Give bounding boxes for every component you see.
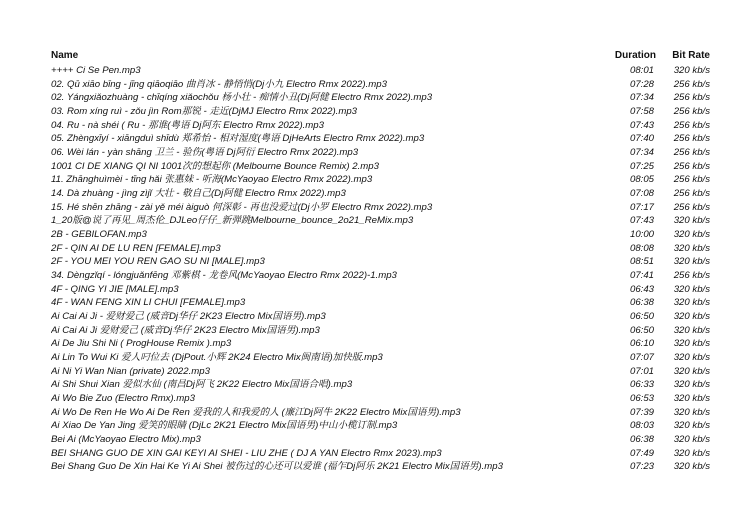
duration-cell: 06:43	[629, 283, 654, 295]
file-name-cell: 03. Rom xíng ruì - zǒu jìn Rom那锐 - 走近(DjMJ Electro Rmx 2022).mp3	[51, 106, 358, 118]
duration-cell: 07:41	[629, 270, 654, 282]
table-row[interactable]	[0, 242, 750, 256]
bitrate-cell: 256 kb/s	[673, 188, 710, 200]
file-name-cell: 1_20版@说了再见_周杰伦_DJLeo仔仔_新弹跳Melbourne_bounce_2o21_ReMix.mp3	[51, 215, 414, 227]
bitrate-cell: 256 kb/s	[673, 270, 710, 282]
table-row[interactable]	[0, 269, 750, 283]
duration-column-header[interactable]: Duration	[614, 50, 656, 61]
file-name-cell: Bei Shang Guo De Xin Hai Ke Yi Ai Shei 被伤过的心还可以爱谁 (福乍Dj阿乐 2K21 Electro Mix国语男).mp3	[51, 461, 503, 473]
file-name-cell: 02. Yángxiǎozhuàng - chīqíng xiǎochǒu 杨小壮 - 痴情小丑(Dj阿健 Electro Rmx 2022).mp3	[51, 92, 433, 104]
file-name-cell: 04. Ru - nà shéi ( Ru - 那谁(粤语 Dj阿东 Electro Rmx 2022).mp3	[51, 119, 324, 131]
table-row[interactable]	[0, 105, 750, 119]
table-row[interactable]	[0, 187, 750, 201]
duration-cell: 07:40	[629, 133, 654, 145]
name-column-header[interactable]: Name	[51, 50, 79, 61]
bitrate-cell: 320 kb/s	[673, 461, 710, 473]
duration-cell: 06:38	[629, 434, 654, 446]
bitrate-cell: 320 kb/s	[673, 447, 710, 459]
duration-cell: 07:28	[629, 78, 654, 90]
file-name-cell: Ai Wo Bie Zuo (Electro Rmx).mp3	[51, 393, 195, 405]
table-row[interactable]	[0, 406, 750, 420]
bitrate-cell: 320 kb/s	[673, 338, 710, 350]
file-name-cell: 2F - YOU MEI YOU REN GAO SU NI [MALE].mp3	[51, 256, 265, 268]
duration-cell: 06:10	[629, 338, 654, 350]
bitrate-cell: 320 kb/s	[673, 434, 710, 446]
duration-cell: 07:23	[629, 461, 654, 473]
file-name-cell: 11. Zhānghuìmèi - tīng hǎi 张惠妹 - 听海(McYaoyao Electro Rmx 2022).mp3	[51, 174, 373, 186]
table-row[interactable]	[0, 214, 750, 228]
bitrate-cell: 320 kb/s	[673, 352, 710, 364]
file-name-cell: Ai Wo De Ren He Wo Ai De Ren 爱我的人和我爱的人 (廉江Dj阿牛 2K22 Electro Mix国语男).mp3	[51, 406, 461, 418]
table-row[interactable]	[0, 460, 750, 474]
duration-cell: 07:43	[629, 119, 654, 131]
bitrate-cell: 320 kb/s	[673, 365, 710, 377]
bitrate-cell: 256 kb/s	[673, 78, 710, 90]
table-row[interactable]	[0, 310, 750, 324]
file-name-cell: 2F - QIN AI DE LU REN [FEMALE].mp3	[51, 242, 221, 254]
table-row[interactable]	[0, 160, 750, 174]
file-name-cell: Ai Cai Ai Ji - 爱财爱己 (威音Dj华仔 2K23 Electro Mix国语男).mp3	[51, 311, 326, 323]
file-name-cell: Ai Xiao De Yan Jing 爱笑的眼睛 (DjLc 2K21 Electro Mix国语男)中山小榄订制.mp3	[51, 420, 398, 432]
bitrate-cell: 320 kb/s	[673, 242, 710, 254]
duration-cell: 07:34	[629, 92, 654, 104]
file-name-cell: 06. Wèi lán - yàn shāng 卫兰 - 验伤(粤语 Dj阿衍 Electro Rmx 2022).mp3	[51, 147, 359, 159]
bitrate-cell: 256 kb/s	[673, 106, 710, 118]
table-row[interactable]	[0, 78, 750, 92]
bitrate-column-header[interactable]: Bit Rate	[672, 50, 710, 61]
file-name-cell: Ai Shi Shui Xian 爱似水仙 (南昌Dj阿飞 2K22 Electro Mix国语合唱).mp3	[51, 379, 353, 391]
duration-cell: 06:50	[629, 324, 654, 336]
bitrate-cell: 320 kb/s	[673, 256, 710, 268]
file-name-cell: BEI SHANG GUO DE XIN GAI KEYI AI SHEI - LIU ZHE ( DJ A YAN Electro Rmx 2023).mp3	[51, 447, 442, 459]
duration-cell: 08:05	[629, 174, 654, 186]
table-row[interactable]	[0, 255, 750, 269]
bitrate-cell: 320 kb/s	[673, 215, 710, 227]
duration-cell: 06:33	[629, 379, 654, 391]
table-row[interactable]	[0, 91, 750, 105]
table-row[interactable]	[0, 378, 750, 392]
file-name-cell: 15. Hé shēn zhāng - zài yě méi àiguò 何深彰 - 再也没爱过(Dj小罗 Electro Rmx 2022).mp3	[51, 201, 433, 213]
file-name-cell: 02. Qū xiāo bīng - jīng qiāoqiāo 曲肖冰 - 静悄悄(Dj小九 Electro Rmx 2022).mp3	[51, 78, 387, 90]
file-name-cell: Ai Lin To Wui Ki 爱人叼位去 (DjPout.小辉 2K24 Electro Mix闽南语)加快版.mp3	[51, 352, 383, 364]
duration-cell: 07:07	[629, 352, 654, 364]
file-name-cell: Bei Ai (McYaoyao Electro Mix).mp3	[51, 434, 201, 446]
duration-cell: 08:03	[629, 420, 654, 432]
table-row[interactable]	[0, 392, 750, 406]
table-row[interactable]	[0, 119, 750, 133]
table-header	[0, 49, 750, 65]
table-row[interactable]	[0, 173, 750, 187]
file-name-cell: 05. Zhèngxīyí - xiāngduì shīdù 郑希怡 - 相对湿度(粤语 DjHeArts Electro Rmx 2022).mp3	[51, 133, 425, 145]
table-row[interactable]	[0, 365, 750, 379]
duration-cell: 10:00	[629, 229, 654, 241]
bitrate-cell: 256 kb/s	[673, 174, 710, 186]
table-row[interactable]	[0, 447, 750, 461]
table-row[interactable]	[0, 132, 750, 146]
duration-cell: 07:25	[629, 160, 654, 172]
bitrate-cell: 320 kb/s	[673, 420, 710, 432]
file-name-cell: 4F - WAN FENG XIN LI CHUI [FEMALE].mp3	[51, 297, 246, 309]
table-row[interactable]	[0, 337, 750, 351]
table-row[interactable]	[0, 228, 750, 242]
duration-cell: 06:50	[629, 311, 654, 323]
file-name-cell: ++++ Ci Se Pen.mp3	[51, 65, 141, 76]
file-name-cell: 34. Dèngzǐqí - lóngjuǎnfēng 邓紫棋 - 龙卷风(McYaoyao Electro Rmx 2022)-1.mp3	[51, 270, 397, 282]
table-row[interactable]	[0, 201, 750, 215]
bitrate-cell: 320 kb/s	[673, 229, 710, 241]
bitrate-cell: 256 kb/s	[673, 133, 710, 145]
duration-cell: 07:01	[629, 365, 654, 377]
bitrate-cell: 320 kb/s	[673, 393, 710, 405]
bitrate-cell: 256 kb/s	[673, 119, 710, 131]
table-row[interactable]	[0, 419, 750, 433]
duration-cell: 07:34	[629, 147, 654, 159]
bitrate-cell: 256 kb/s	[673, 160, 710, 172]
table-row[interactable]	[0, 283, 750, 297]
bitrate-cell: 320 kb/s	[673, 406, 710, 418]
duration-cell: 07:39	[629, 406, 654, 418]
table-row[interactable]	[0, 296, 750, 310]
duration-cell: 08:01	[629, 65, 654, 76]
file-name-cell: 1001 CI DE XIANG QI NI 1001次的想起你 (Melbourne Bounce Remix) 2.mp3	[51, 160, 379, 172]
table-row[interactable]	[0, 433, 750, 447]
duration-cell: 07:17	[629, 201, 654, 213]
duration-cell: 07:43	[629, 215, 654, 227]
duration-cell: 08:08	[629, 242, 654, 254]
table-row[interactable]	[0, 351, 750, 365]
duration-cell: 06:53	[629, 393, 654, 405]
bitrate-cell: 320 kb/s	[673, 324, 710, 336]
duration-cell: 07:58	[629, 106, 654, 118]
file-name-cell: 2B - GEBILOFAN.mp3	[51, 229, 147, 241]
bitrate-cell: 320 kb/s	[673, 311, 710, 323]
bitrate-cell: 320 kb/s	[673, 297, 710, 309]
duration-cell: 06:38	[629, 297, 654, 309]
file-table-body	[0, 64, 750, 474]
table-row[interactable]	[0, 324, 750, 338]
table-row[interactable]	[0, 64, 750, 78]
bitrate-cell: 320 kb/s	[673, 65, 710, 76]
file-name-cell: Ai De Jiu Shi Ni ( ProgHouse Remix ).mp3	[51, 338, 232, 350]
file-name-cell: Ai Cai Ai Ji 爱财爱己 (威音Dj华仔 2K23 Electro Mix国语男).mp3	[51, 324, 320, 336]
duration-cell: 07:49	[629, 447, 654, 459]
file-name-cell: 14. Dà zhuàng - jìng zìjǐ 大壮 - 敬自己(Dj阿健 Electro Rmx 2022).mp3	[51, 188, 346, 200]
bitrate-cell: 320 kb/s	[673, 379, 710, 391]
duration-cell: 07:08	[629, 188, 654, 200]
bitrate-cell: 256 kb/s	[673, 92, 710, 104]
bitrate-cell: 256 kb/s	[673, 201, 710, 213]
bitrate-cell: 320 kb/s	[673, 283, 710, 295]
file-name-cell: Ai Ni Yi Wan Nian (private) 2022.mp3	[51, 365, 210, 377]
bitrate-cell: 256 kb/s	[673, 147, 710, 159]
duration-cell: 08:51	[629, 256, 654, 268]
file-name-cell: 4F - QING YI JIE [MALE].mp3	[51, 283, 179, 295]
table-row[interactable]	[0, 146, 750, 160]
